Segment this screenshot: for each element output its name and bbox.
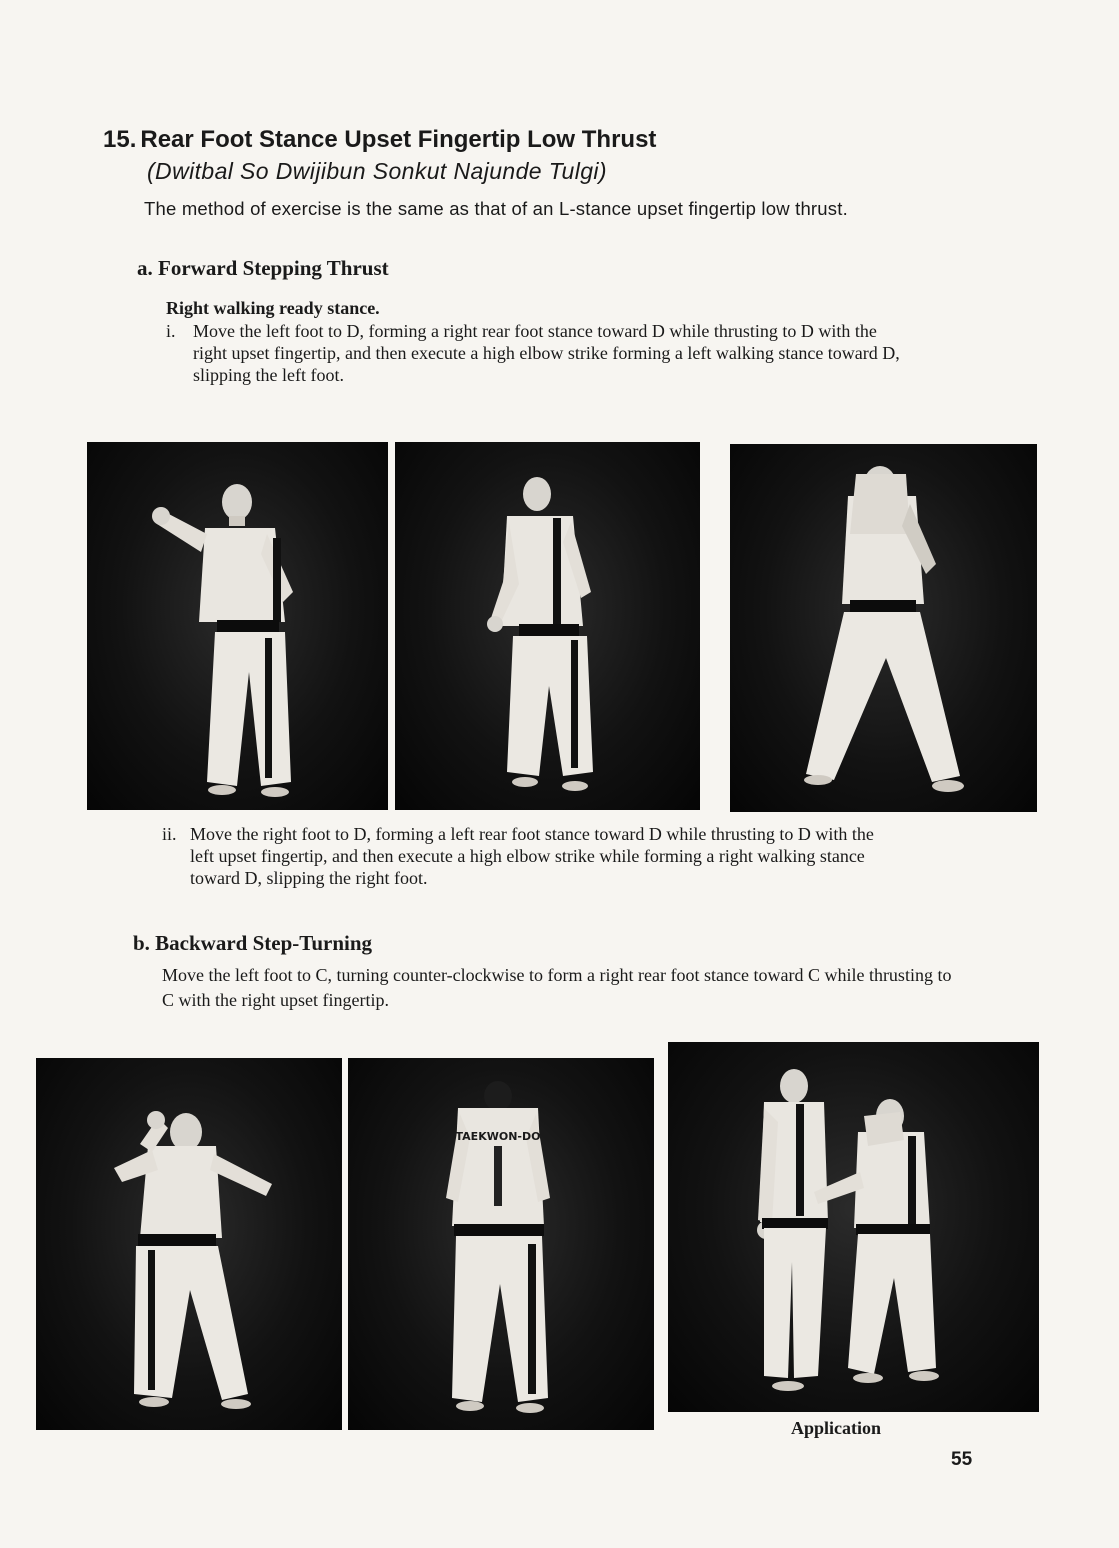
- intro-paragraph: The method of exercise is the same as that of an L-stance upset fingertip low thrust.: [144, 198, 848, 219]
- figure-illustration: [348, 1058, 654, 1430]
- subsection-a-title: a. Forward Stepping Thrust: [137, 256, 389, 280]
- step-text: Move the right foot to D, forming a left rear foot stance toward D while thrusting to D with the left upset fingertip, and then execute a high elbow strike while forming a right walking stance toward D, slipping the right foot.: [190, 824, 874, 888]
- step-item-i: [166, 320, 906, 386]
- step-label: i.: [166, 321, 176, 341]
- section-title: Rear Foot Stance Upset Fingertip Low Thrust: [140, 126, 657, 153]
- photo-stance-2: [395, 442, 700, 810]
- uniform-back-logo-text: TAEKWON-DO: [455, 1130, 541, 1143]
- step-label: ii.: [162, 824, 177, 844]
- photo-stance-3: [730, 444, 1037, 812]
- step-text: Move the left foot to D, forming a right rear foot stance toward D while thrusting to D with the right upset fingertip, and then execute a high elbow strike forming a left walking stance toward D, slipping the left foot.: [193, 321, 900, 385]
- photo-stance-1: [87, 442, 388, 810]
- step-item-ii: [162, 823, 902, 889]
- section-heading: [103, 126, 1003, 154]
- figure-illustration: [395, 442, 700, 810]
- photo-back-view: [348, 1058, 654, 1430]
- photo-caption: Application: [791, 1418, 882, 1438]
- subsection-b-text: Move the left foot to C, turning counter-clockwise to form a right rear foot stance toward C while thrusting to C with the right upset fingertip.: [162, 965, 952, 1010]
- subsection-b-title: b. Backward Step-Turning: [133, 931, 373, 955]
- figure-illustration: [668, 1042, 1039, 1412]
- section-subtitle: (Dwitbal So Dwijibun Sonkut Najunde Tulgi): [147, 158, 607, 184]
- figure-illustration: [87, 442, 388, 810]
- figure-illustration: [36, 1058, 342, 1430]
- photo-application: [668, 1042, 1039, 1412]
- photo-backward-turn: [36, 1058, 342, 1430]
- figure-illustration: [730, 444, 1037, 812]
- ready-stance-text: Right walking ready stance.: [166, 298, 380, 318]
- page-number: 55: [951, 1449, 973, 1470]
- section-number: 15.: [103, 126, 137, 153]
